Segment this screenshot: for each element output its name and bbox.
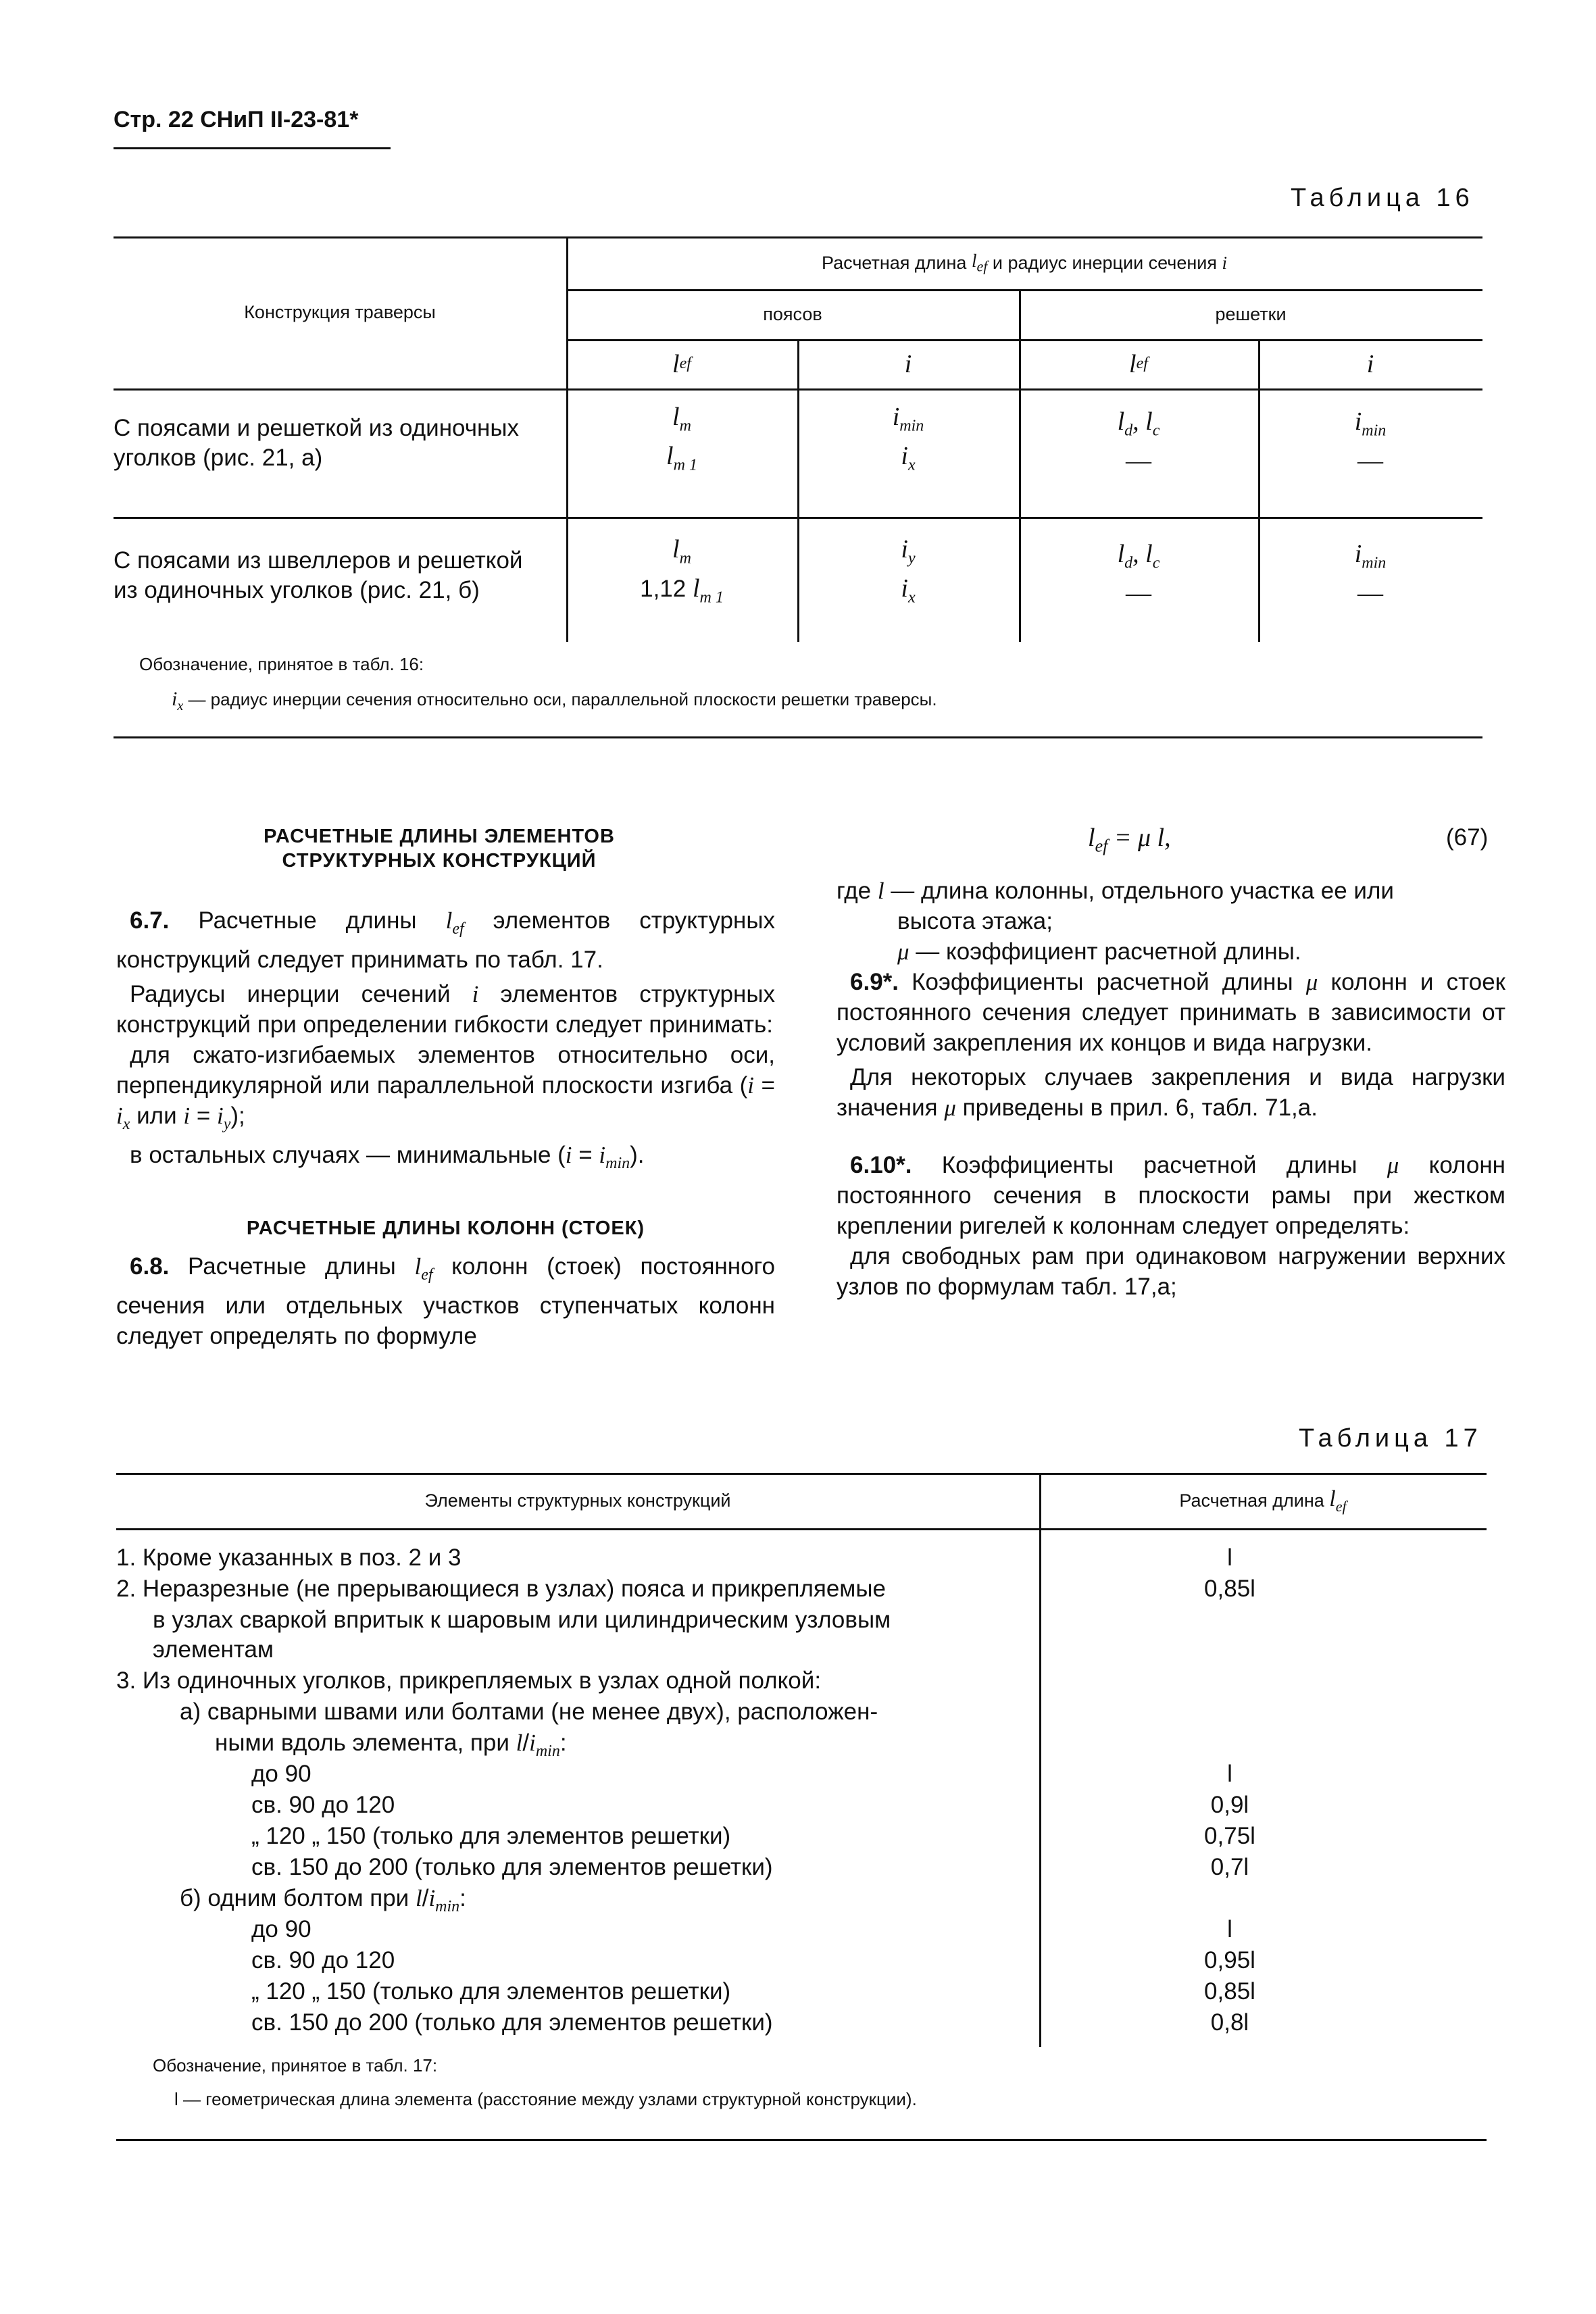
- t17-note-text: l — геометрическая длина элемента (расстояние между узлами структурной конструкции).: [174, 2089, 917, 2109]
- where-l-cont: высота этажа;: [897, 908, 1053, 934]
- t17-row-2b: в узлах сваркой впритык к шаровым или цилиндрическим узловым: [153, 1607, 891, 1633]
- t16-sym-lef-lattice: l ef: [1129, 349, 1148, 378]
- t16-row2-label-line2: из одиночных уголков (рис. 21, б): [114, 577, 480, 603]
- para-6-7-radii: Радиусы инерции сечений i элементов структурных конструкций при определении гибкости следует принимать:: [116, 981, 775, 1038]
- t17-val-3a-1: l: [1227, 1761, 1232, 1787]
- t16-row1-lattice-lef: $l_d$, $l_c$ —: [1117, 407, 1160, 475]
- where-mu: μ — коэффициент расчетной длины.: [897, 938, 1301, 965]
- t16-row2-lattice-lef: $l_d$, $l_c$ —: [1117, 540, 1160, 607]
- t17-row-2c: элементам: [153, 1636, 274, 1663]
- t17-row-3b: б) одним болтом при $l/i_{min}$:: [180, 1885, 466, 1915]
- t17-val-3b-2: 0,95l: [1204, 1947, 1255, 1973]
- t17-vline: [1039, 1473, 1041, 2047]
- t17-val-3a-3: 0,75l: [1204, 1823, 1255, 1849]
- t17-bottom-rule: [116, 2139, 1487, 2141]
- t16-row1-label-line2: уголков (рис. 21, а): [114, 445, 323, 471]
- section-heading-columns: РАСЧЕТНЫЕ ДЛИНЫ КОЛОНН (СТОЕК): [246, 1217, 645, 1239]
- t16-row1-label-line1: С поясами и решеткой из одиночных: [114, 415, 519, 441]
- t17-row-3b-2: св. 90 до 120: [251, 1947, 395, 1973]
- para-6-9-2: Для некоторых случаев закрепления и вида нагрузки значения μ приведены в прил. 6, табл. 71,а.: [837, 1064, 1505, 1121]
- t17-header-length: Расчетная длина $l_{ef}$: [1179, 1486, 1347, 1515]
- right-column: [837, 876, 1505, 1302]
- left-column-6-8: [116, 1251, 775, 1351]
- t17-row-3a-4: св. 150 до 200 (только для элементов решетки): [251, 1854, 773, 1880]
- t17-row-2: 2. Неразрезные (не прерывающиеся в узлах) пояса и прикрепляемые: [116, 1576, 886, 1602]
- t16-row2-belt-i: $i_y$ $i_x$: [901, 535, 916, 607]
- t17-header-bottom-rule: [116, 1528, 1487, 1530]
- t16-row1-label: [114, 413, 519, 473]
- t17-val-3b-4: 0,8l: [1210, 2009, 1249, 2036]
- t17-note-title: Обозначение, принятое в табл. 17:: [153, 2055, 438, 2076]
- t17-row-3a-cond: ными вдоль элемента, при $l/i_{min}$:: [215, 1730, 567, 1760]
- t16-note-title: Обозначение, принятое в табл. 16:: [139, 654, 424, 674]
- t17-val-3b-1: l: [1227, 1916, 1232, 1942]
- para-6-7-other: в остальных случаях — минимальные $(i = i_{min})$.: [130, 1142, 645, 1172]
- t17-row-3a: а) сварными швами или болтами (не менее двух), расположен-: [180, 1699, 878, 1725]
- formula-67: $l_{ef} = \mu$ l,: [1088, 824, 1171, 856]
- para-6-7: 6.7. Расчетные длины $l_{ef}$ элементов структурных конструкций следует принимать по табл. 17.: [116, 907, 775, 973]
- t17-row-3b-3: „ 120 „ 150 (только для элементов решетки): [251, 1978, 731, 2005]
- para-6-10-2: для свободных рам при одинаковом нагружении верхних узлов по формулам табл. 17,а;: [837, 1243, 1505, 1300]
- t16-row2-label-line1: С поясами из швеллеров и решеткой: [114, 547, 523, 574]
- t17-val-2: 0,85l: [1204, 1576, 1255, 1602]
- header-underline: [114, 147, 391, 149]
- t16-row1-belt-i: $i_{min}$ $i_x$: [892, 403, 924, 474]
- t16-sym-i-lattice: i: [1366, 349, 1374, 378]
- t16-row1-lattice-i: $i_{min}$ —: [1354, 407, 1387, 475]
- para-6-7-bent: для сжато-изгибаемых элементов относительно оси, перпендикулярной или параллельной плоскости изгиба ($i = i_x$ или $i = i_y$);: [116, 1042, 775, 1133]
- para-6-10: 6.10*. Коэффициенты расчетной длины μ колонн постоянного сечения в плоскости рамы при жестком креплении ригелей к колоннам следует определять:: [837, 1152, 1505, 1239]
- t16-sym-lef-belts: l ef: [672, 349, 691, 378]
- t17-row-3a-1: до 90: [251, 1761, 311, 1787]
- t16-row2-label: [114, 546, 522, 605]
- t16-header-group: Расчетная длина $l_{ef}$ и радиус инерции сечения i: [822, 250, 1227, 275]
- t16-note-text: $i_x$ — радиус инерции сечения относительно оси, параллельной плоскости решетки траверсы.: [172, 688, 937, 713]
- t16-bottom-rule: [114, 736, 1482, 738]
- t17-row-3b-1: до 90: [251, 1916, 311, 1942]
- table17-caption: Таблица 17: [1299, 1424, 1482, 1453]
- t16-header-belts: поясов: [763, 303, 822, 324]
- para-6-9: 6.9*. Коэффициенты расчетной длины μ колонн и стоек постоянного сечения следует принимать в зависимости от условий закрепления их концов и вида нагрузки.: [837, 969, 1505, 1056]
- t17-row-3b-4: св. 150 до 200 (только для элементов решетки): [251, 2009, 773, 2036]
- page-header: Стр. 22 СНиП II-23-81*: [114, 107, 359, 132]
- t17-val-3a-2: 0,9l: [1210, 1792, 1249, 1818]
- t16-row2-belt-lef: $l_m$ 1,12 $l_{m 1}$: [640, 535, 724, 607]
- t17-val-1: l: [1227, 1544, 1232, 1571]
- t17-row-1: 1. Кроме указанных в поз. 2 и 3: [116, 1544, 462, 1571]
- where-l: где l — длина колонны, отдельного участка ее или: [837, 878, 1394, 904]
- t17-row-3: 3. Из одиночных уголков, прикрепляемых в узлах одной полкой:: [116, 1667, 822, 1694]
- t17-val-3a-4: 0,7l: [1210, 1854, 1249, 1880]
- section-heading-structural: РАСЧЕТНЫЕ ДЛИНЫ ЭЛЕМЕНТОВ СТРУКТУРНЫХ КОНСТРУКЦИЙ: [264, 826, 615, 872]
- t16-row1-belt-lef: $l_m$ $l_{m 1}$: [666, 403, 697, 474]
- t17-row-3a-2: св. 90 до 120: [251, 1792, 395, 1818]
- t16-header-construction: Конструкция траверсы: [244, 302, 436, 322]
- t17-row-3a-3: „ 120 „ 150 (только для элементов решетки): [251, 1823, 731, 1849]
- t17-header-elements: Элементы структурных конструкций: [424, 1490, 731, 1511]
- para-6-8: 6.8. Расчетные длины $l_{ef}$ колонн (стоек) постоянного сечения или отдельных участков ступенчатых колонн следует определять по формуле: [116, 1253, 776, 1349]
- left-column: [116, 905, 775, 1179]
- formula-number: (67): [1446, 824, 1489, 851]
- t16-header-lattice: решетки: [1215, 303, 1287, 324]
- t16-row2-lattice-i: $i_{min}$ —: [1354, 540, 1387, 607]
- t17-val-3b-3: 0,85l: [1204, 1978, 1255, 2005]
- table16-caption: Таблица 16: [1291, 184, 1474, 212]
- t16-sym-i-belts: i: [904, 349, 912, 378]
